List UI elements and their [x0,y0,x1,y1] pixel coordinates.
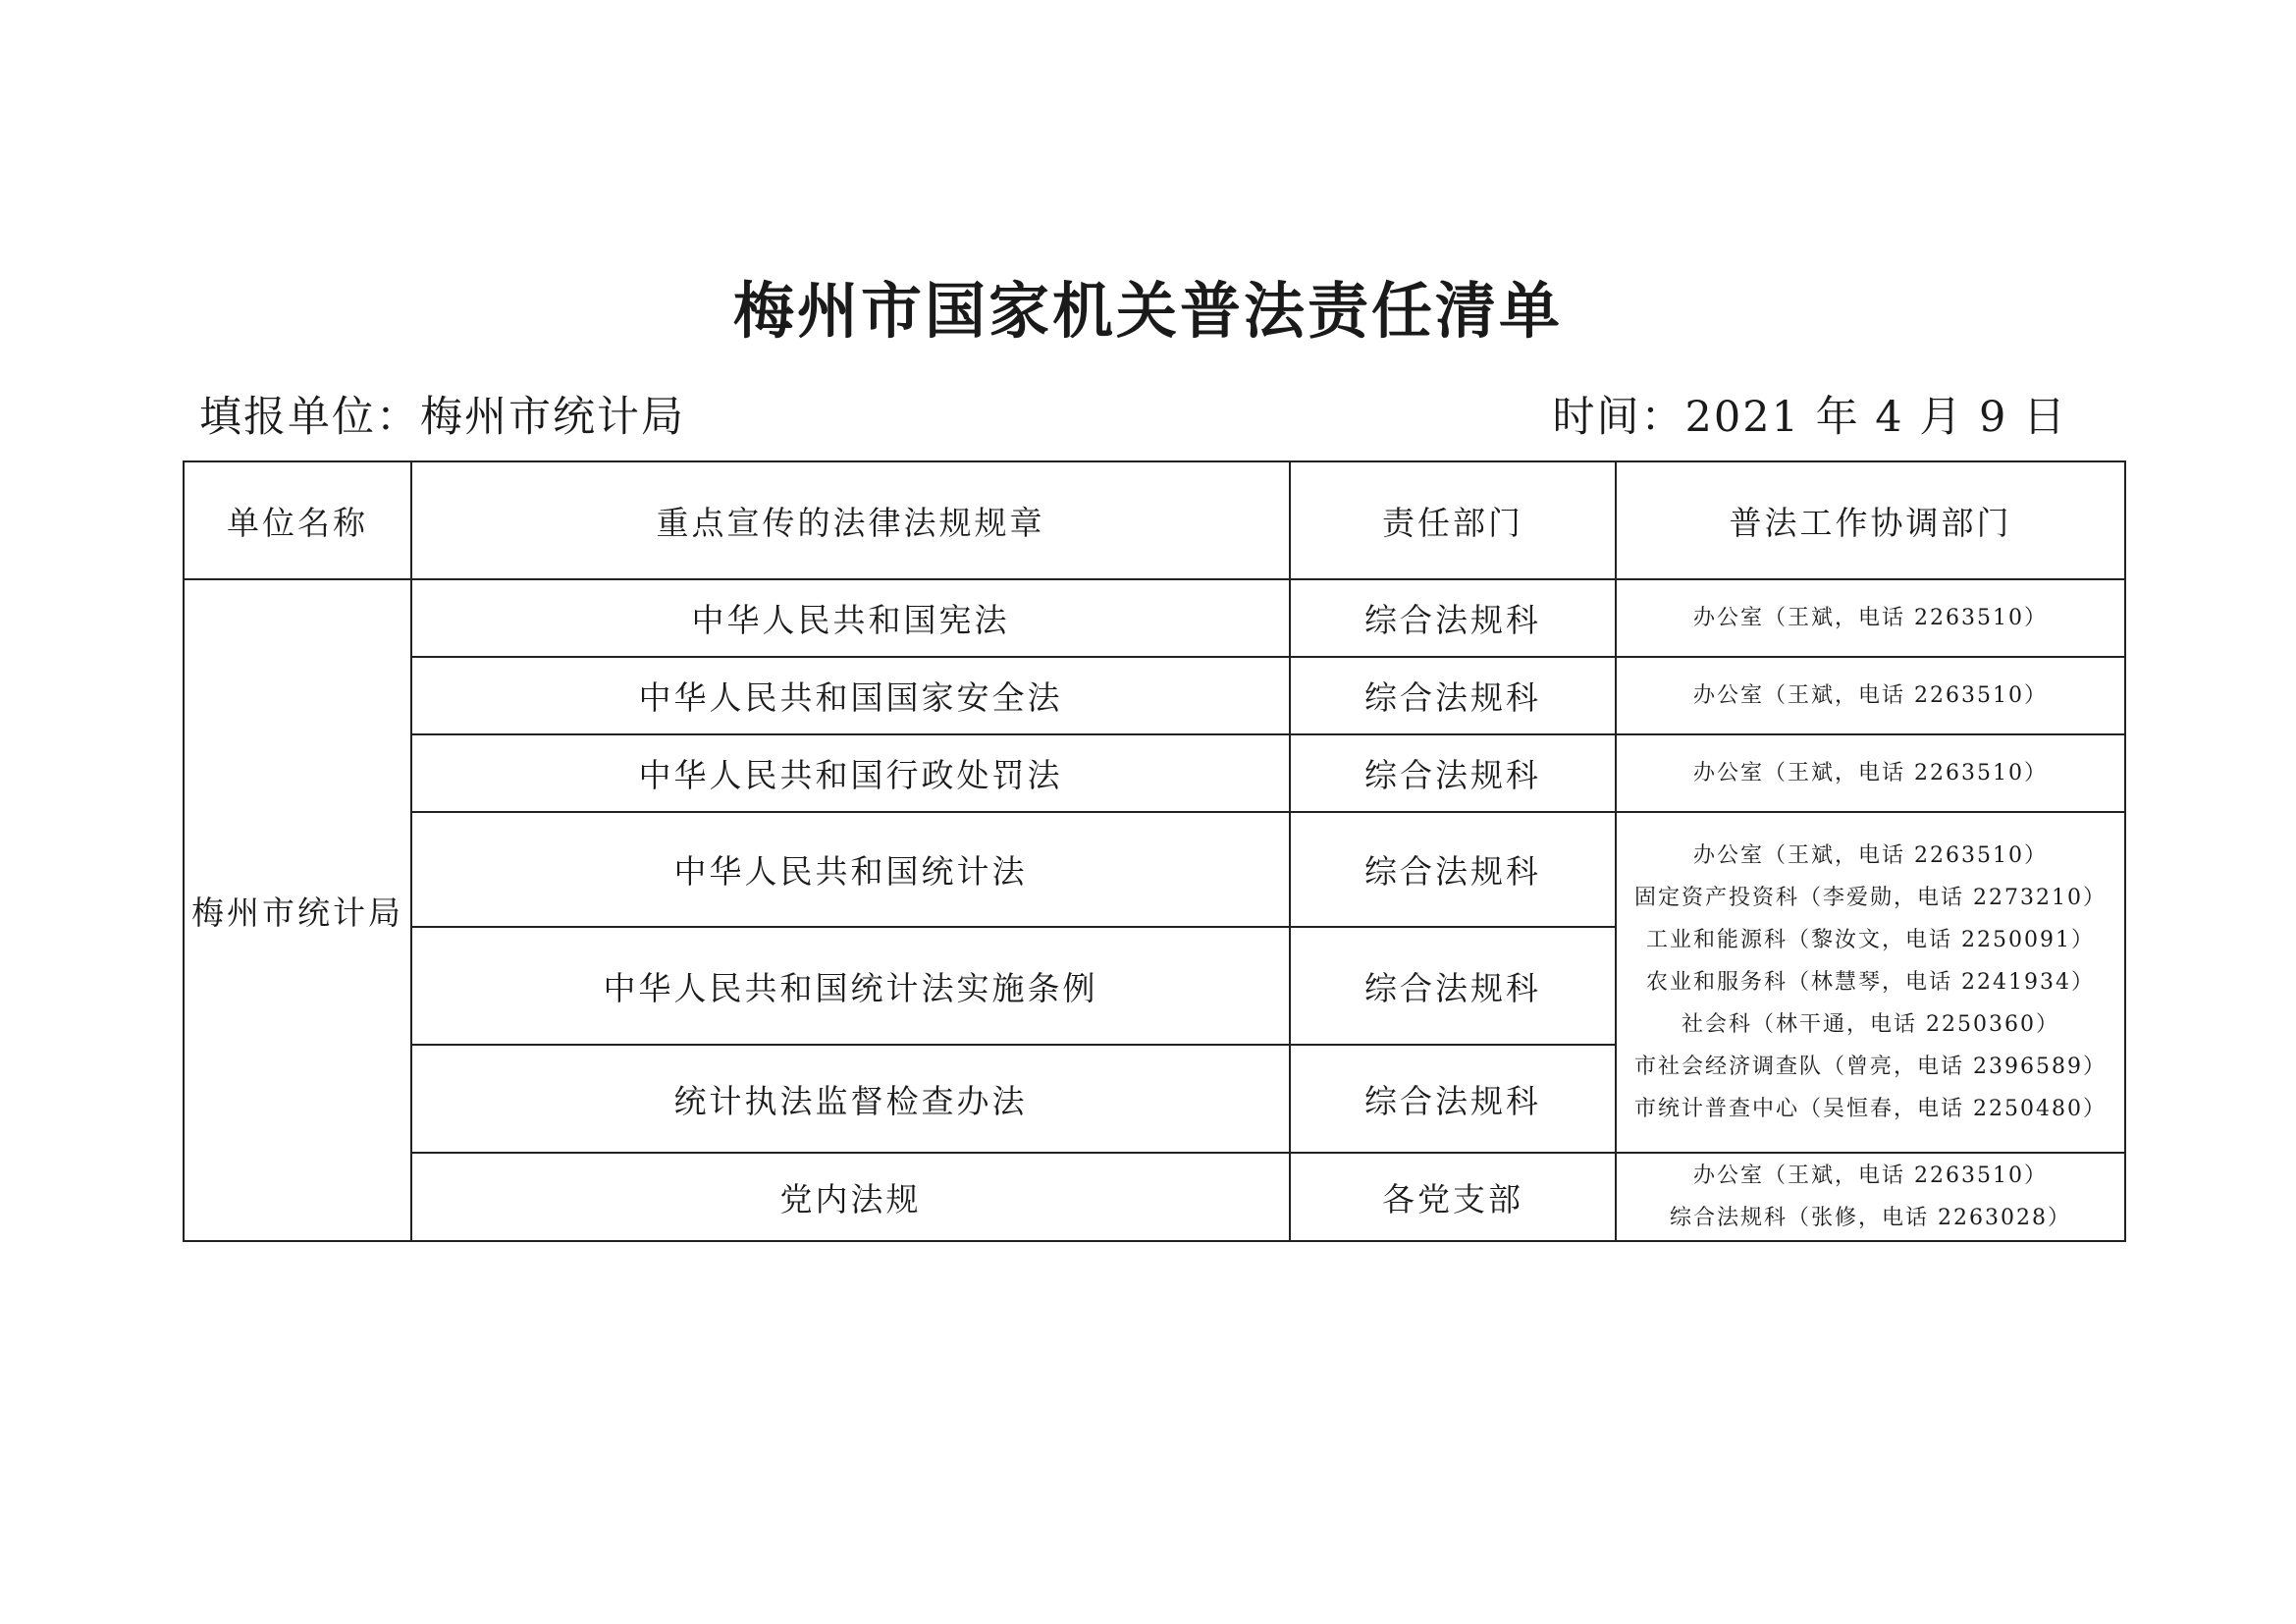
header-coord: 普法工作协调部门 [1616,461,2125,579]
responsibility-table [183,460,2126,1242]
table-row [184,579,2125,657]
contact-line: 市社会经济调查队（曾亮，电话 2396589） [1634,1055,2107,1079]
coord-cell [1616,734,2125,812]
contact-line: 办公室（王斌，电话 2263510） [1693,843,2048,868]
report-date: 时间：2021 年 4 月 9 日 [1552,393,2067,442]
contact-line: 办公室（王斌，电话 2263510） [1693,683,2048,708]
law-cell: 中华人民共和国统计法 [411,812,1290,927]
law-cell: 中华人民共和国宪法 [411,579,1290,657]
page-title: 梅州市国家机关普法责任清单 [732,275,1563,347]
header-dept: 责任部门 [1290,461,1616,579]
dept-cell: 综合法规科 [1290,657,1616,734]
table-row [184,657,2125,734]
dept-cell: 综合法规科 [1290,579,1616,657]
contact-line: 农业和服务科（林慧琴，电话 2241934） [1646,970,2095,995]
header-unit: 单位名称 [184,461,411,579]
coord-cell [1616,1153,2125,1241]
dept-cell: 综合法规科 [1290,1045,1616,1153]
unit-name-cell: 梅州市统计局 [184,579,411,1241]
law-cell: 中华人民共和国统计法实施条例 [411,927,1290,1045]
dept-cell: 各党支部 [1290,1153,1616,1241]
law-cell: 统计执法监督检查办法 [411,1045,1290,1153]
contact-line: 办公室（王斌，电话 2263510） [1693,1164,2048,1188]
law-cell: 中华人民共和国行政处罚法 [411,734,1290,812]
law-cell: 党内法规 [411,1153,1290,1241]
dept-cell: 综合法规科 [1290,734,1616,812]
coord-cell-merged [1616,812,2125,1153]
contact-line: 综合法规科（张修，电话 2263028） [1670,1206,2071,1230]
table-row [184,812,2125,927]
contact-line: 办公室（王斌，电话 2263510） [1693,606,2048,630]
contact-line: 市统计普查中心（吴恒春，电话 2250480） [1634,1097,2107,1121]
contact-line: 固定资产投资科（李爱勋，电话 2273210） [1634,886,2107,910]
coord-cell [1616,657,2125,734]
table-row [184,1153,2125,1241]
dept-cell: 综合法规科 [1290,812,1616,927]
header-law: 重点宣传的法律法规规章 [411,461,1290,579]
table-row [184,734,2125,812]
table-header-row [184,461,2125,579]
coord-cell [1616,579,2125,657]
reporting-unit: 填报单位：梅州市统计局 [199,393,685,442]
contact-line: 工业和能源科（黎汝文，电话 2250091） [1646,928,2095,952]
contact-line: 社会科（林干通，电话 2250360） [1682,1012,2059,1037]
law-cell: 中华人民共和国国家安全法 [411,657,1290,734]
dept-cell: 综合法规科 [1290,927,1616,1045]
contact-line: 办公室（王斌，电话 2263510） [1693,761,2048,785]
